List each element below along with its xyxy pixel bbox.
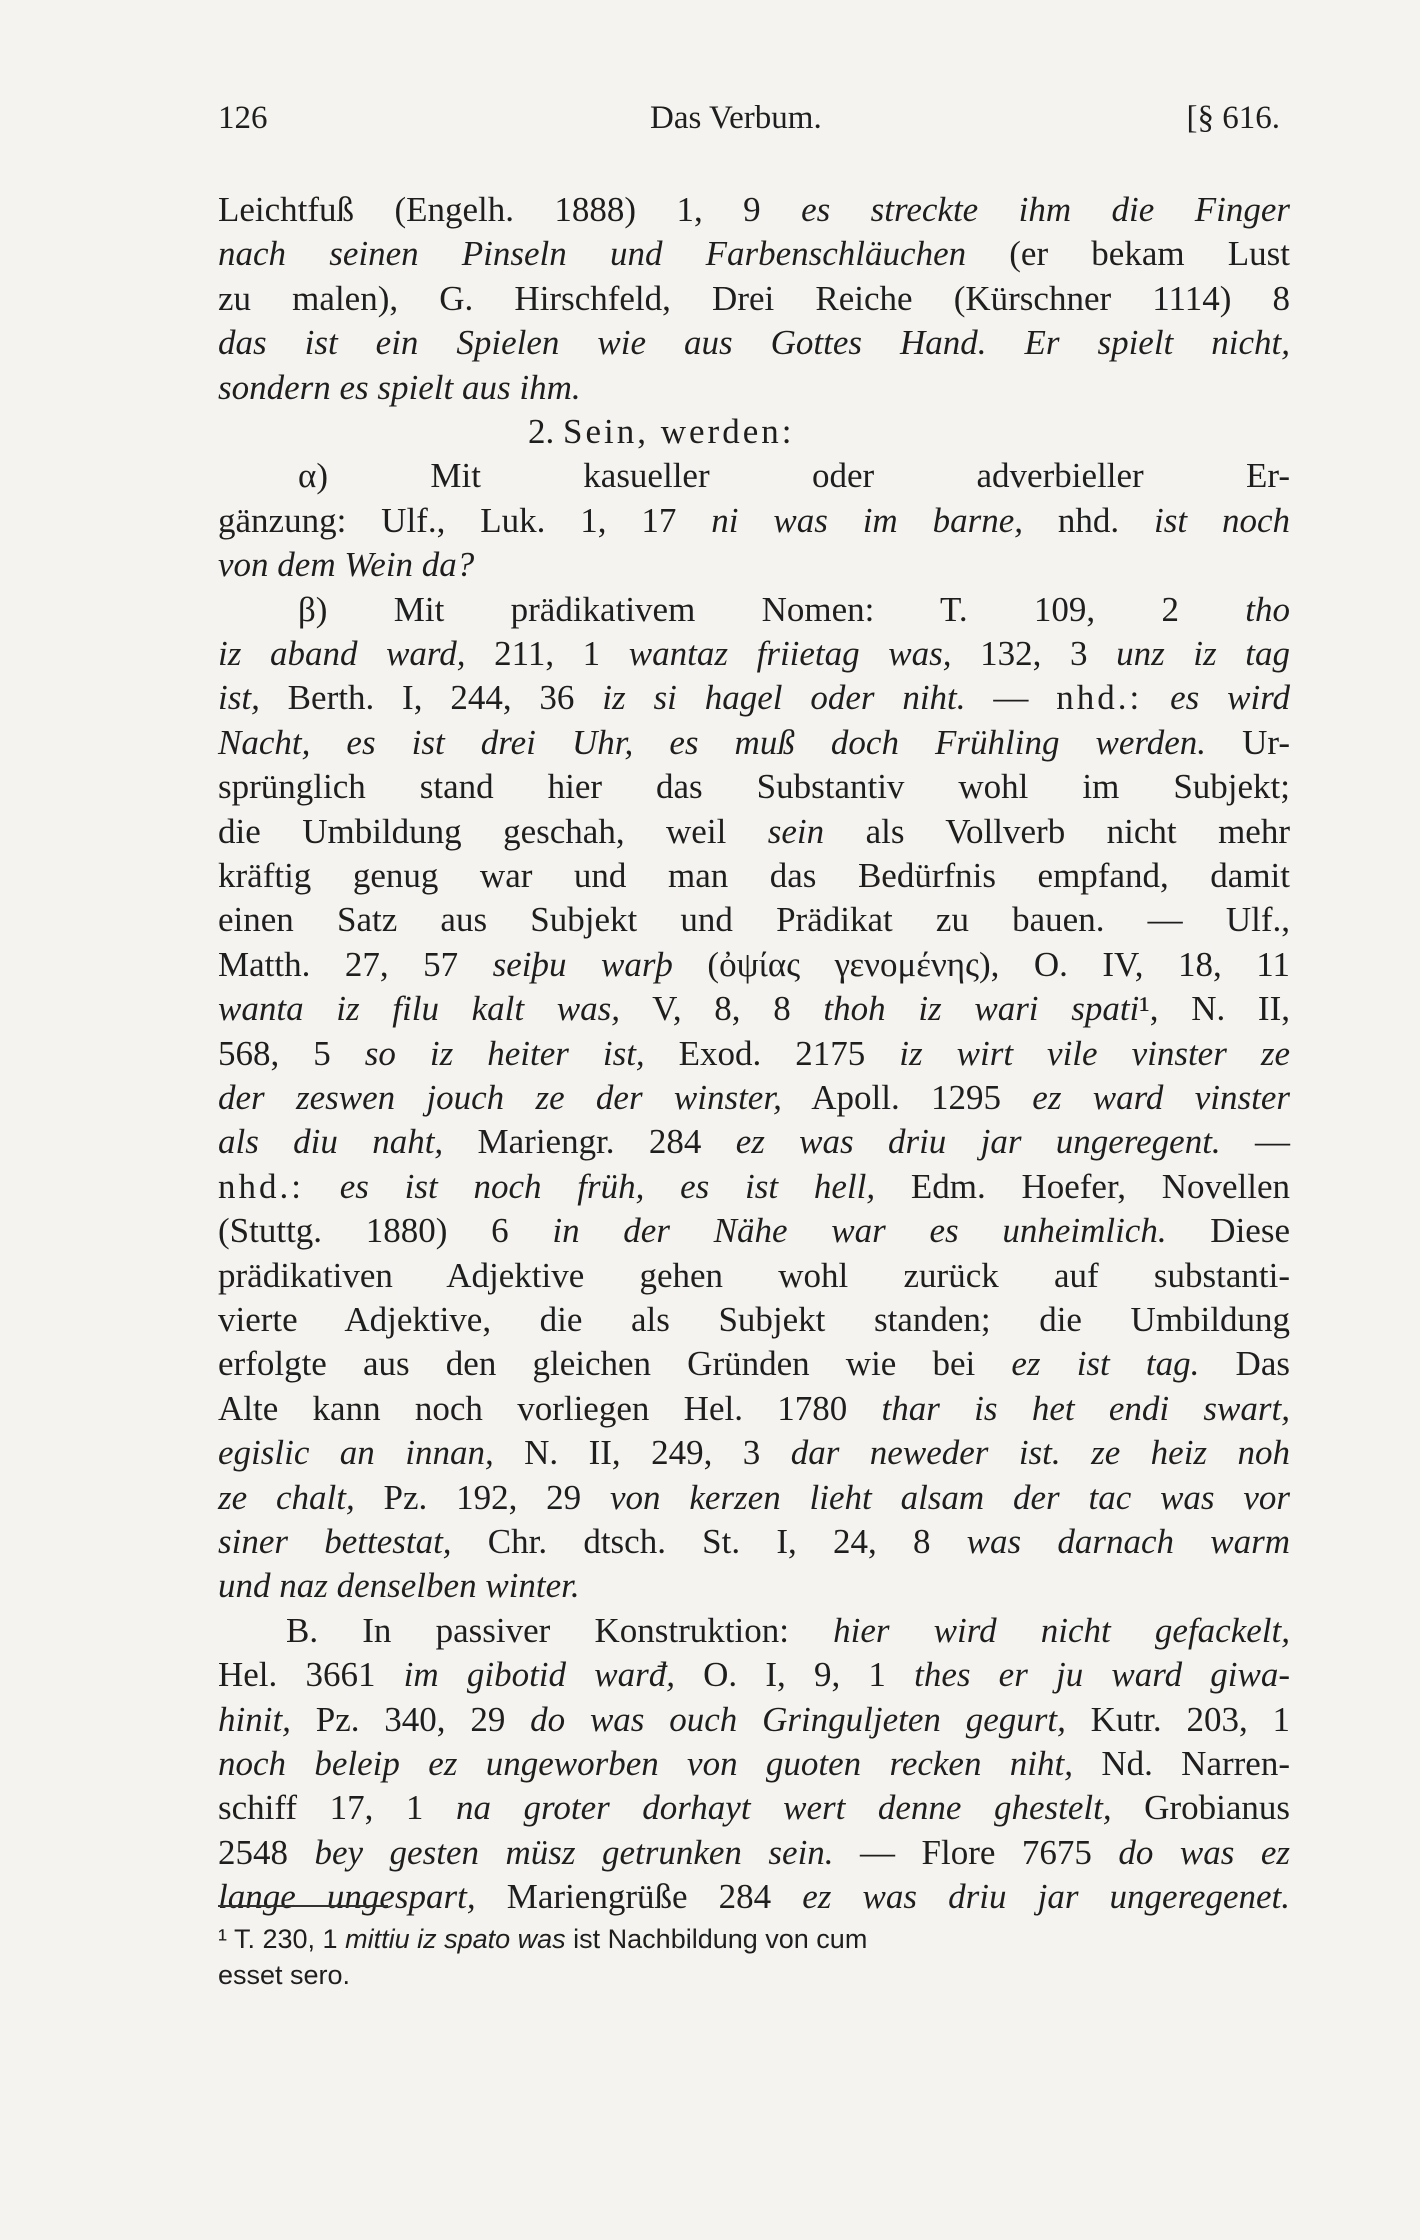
- text-run: 132, 3: [951, 634, 1117, 673]
- italic-text: thar is het endi swart,: [881, 1388, 1290, 1428]
- text-run: Apoll. 1295: [781, 1078, 1033, 1117]
- italic-text: im gibotid warđ,: [403, 1655, 675, 1695]
- italic-text: was darnach warm: [966, 1522, 1290, 1561]
- text-run: α) Mit kasueller oder adverbieller Er-: [298, 456, 1290, 496]
- text-run: gänzung: Ulf., Luk. 1, 17: [218, 500, 712, 540]
- text-run: Mariengr. 284: [443, 1122, 736, 1162]
- body_lines-line: [218, 987, 1290, 1031]
- italic-text: iz aband ward,: [218, 634, 466, 673]
- italic-text: ez ward vinster: [1032, 1078, 1290, 1117]
- text-run: Matth. 27, 57: [218, 944, 493, 984]
- text-run: Ur-: [1206, 722, 1290, 762]
- text-run: nhd.: [1023, 500, 1155, 540]
- text-run: kräftig genug war und man das Bedürfnis empfand, damit: [218, 856, 1290, 895]
- italic-text: Nacht, es ist drei Uhr, es muß doch Frühling werden.: [218, 722, 1207, 762]
- text-run: V, 8, 8: [620, 989, 824, 1029]
- body_lines-line: [218, 1120, 1290, 1164]
- text-run: [1142, 678, 1170, 717]
- body_lines-line: [218, 1254, 1290, 1298]
- text-run: —: [965, 678, 1057, 718]
- italic-text: na groter dorhayt wert denne ghestelt,: [455, 1788, 1112, 1828]
- italic-text: siner bettestat,: [218, 1522, 452, 1561]
- italic-text: ni was im barne,: [711, 500, 1023, 540]
- italic-text: sondern es spielt aus ihm.: [218, 367, 581, 407]
- body_lines-line: [218, 321, 1290, 365]
- text-run: nhd.:: [218, 1166, 304, 1206]
- body_lines-line: [218, 1387, 1290, 1431]
- text-run: —: [1220, 1122, 1291, 1162]
- text-run: ¹, N. II,: [1139, 989, 1290, 1029]
- text-run: B. In passiver Konstruktion:: [286, 1610, 834, 1650]
- italic-text: und naz denselben winter.: [218, 1566, 580, 1606]
- text-run: Exod. 2175: [644, 1033, 900, 1073]
- text-run: Diese: [1166, 1211, 1290, 1251]
- body_lines-line: [218, 898, 1290, 942]
- italic-text: ist,: [218, 678, 260, 718]
- italic-text: ez was driu jar ungeregent.: [735, 1122, 1221, 1162]
- body_lines-line: [218, 810, 1290, 854]
- italic-text: nach seinen Pinseln und Farbenschläuchen: [218, 234, 967, 274]
- body_lines-line: [218, 1564, 1290, 1608]
- text-run: Leichtfuß (Engelh. 1888) 1, 9: [218, 190, 802, 229]
- text-run: als Vollverb nicht mehr: [824, 811, 1290, 851]
- italic-text: in der Nähe war es unheimlich.: [552, 1211, 1167, 1251]
- body_lines-line: [218, 676, 1290, 720]
- text-run: Alte kann noch vorliegen Hel. 1780: [218, 1388, 882, 1428]
- text-run: N. II, 249, 3: [493, 1433, 791, 1473]
- body_lines-line: [218, 366, 1290, 410]
- italic-text: ez was driu jar ungeregenet.: [802, 1877, 1290, 1917]
- text-run: 2.: [528, 412, 563, 451]
- italic-text: seiþu warþ: [492, 944, 673, 984]
- text-run: [304, 1167, 340, 1206]
- italic-text: so iz heiter ist,: [364, 1033, 645, 1073]
- running-title: Das Verbum.: [650, 100, 822, 136]
- body_lines-line: [528, 410, 1290, 454]
- text-run: schiff 17, 1: [218, 1788, 456, 1828]
- text-run: (ὀψίας γενομένης), O. IV, 18, 11: [672, 944, 1290, 984]
- body_lines-line: [218, 499, 1290, 543]
- text-run: prädikativen Adjektive gehen wohl zurück auf substanti-: [218, 1255, 1290, 1295]
- running-header: [218, 100, 1280, 150]
- text-run: Berth. I, 244, 36: [259, 678, 603, 718]
- italic-text: wanta iz filu kalt was,: [218, 989, 621, 1029]
- text-run: Pz. 340, 29: [290, 1699, 531, 1739]
- body_lines-line: [218, 1698, 1290, 1742]
- body_lines-line: [218, 943, 1290, 987]
- body_lines-line: [286, 1609, 1290, 1653]
- text-run: Edm. Hoefer, Novellen: [875, 1166, 1291, 1206]
- body_lines-line: [218, 1520, 1290, 1564]
- body_lines-line: [218, 632, 1290, 676]
- italic-text: mittiu iz spato was: [345, 1924, 566, 1954]
- body_lines-line: [298, 454, 1290, 498]
- body_lines-line: [218, 1875, 1290, 1919]
- italic-text: tho: [1245, 589, 1290, 629]
- text-run: (Stuttg. 1880) 6: [218, 1211, 553, 1251]
- text-run: 2548: [218, 1832, 315, 1872]
- body_lines-line: [218, 1431, 1290, 1475]
- italic-text: das ist ein Spielen wie aus Gottes Hand. Er spielt nicht,: [218, 323, 1290, 363]
- body_lines-line: [218, 1476, 1290, 1520]
- text-run: sprünglich stand hier das Substantiv wohl im Subjekt;: [218, 767, 1290, 807]
- body_lines-line: [298, 588, 1290, 632]
- text-run: esset sero.: [218, 1960, 351, 1990]
- text-run: Das: [1199, 1344, 1290, 1384]
- italic-text: iz si hagel oder niht.: [602, 678, 966, 718]
- text-run: nhd.:: [1056, 678, 1143, 718]
- italic-text: do was ouch Gringuljeten gegurt,: [530, 1699, 1066, 1739]
- body_lines-line: [218, 1298, 1290, 1342]
- text-run: (er bekam Lust: [966, 234, 1290, 274]
- italic-text: ez ist tag.: [1011, 1344, 1200, 1384]
- italic-text: dar neweder ist. ze heiz noh: [790, 1433, 1290, 1473]
- body_lines-line: [218, 543, 1290, 587]
- italic-text: thoh iz wari spati: [823, 989, 1140, 1029]
- body_lines-line: [218, 1209, 1290, 1253]
- italic-text: egislic an innan,: [218, 1433, 494, 1473]
- text-run: — Flore 7675: [833, 1832, 1119, 1872]
- text-run: die Umbildung geschah, weil: [218, 811, 768, 851]
- italic-text: lange ungespart,: [218, 1877, 476, 1917]
- text-run: erfolgte aus den gleichen Gründen wie bei: [218, 1344, 1012, 1384]
- italic-text: unz iz tag: [1116, 634, 1290, 673]
- body_lines-line: [218, 1342, 1290, 1386]
- body_lines-line: [218, 1032, 1290, 1076]
- body_lines-line: [218, 1653, 1290, 1697]
- italic-text: es ist noch früh, es ist hell,: [339, 1166, 876, 1206]
- italic-text: von dem Wein da?: [218, 545, 475, 585]
- body_lines-line: [218, 854, 1290, 898]
- italic-text: hier wird nicht gefackelt,: [833, 1610, 1290, 1650]
- text-run: Pz. 192, 29: [354, 1477, 611, 1517]
- text-run: 211, 1: [465, 634, 629, 673]
- footnote_lines-line: [218, 1920, 1290, 1958]
- italic-text: wantaz friietag was,: [628, 634, 952, 673]
- text-run: zu malen), G. Hirschfeld, Drei Reiche (Kürschner 1114) 8: [218, 278, 1290, 318]
- body_lines-line: [218, 1831, 1290, 1875]
- text-run: Mariengrüße 284: [475, 1877, 803, 1917]
- body_lines-line: [218, 1742, 1290, 1786]
- text-run: Nd. Narren-: [1073, 1744, 1290, 1783]
- footnote_lines-line: [218, 1956, 1290, 1994]
- italic-text: als diu naht,: [218, 1122, 444, 1162]
- italic-text: sein: [767, 811, 825, 851]
- italic-text: es wird: [1170, 678, 1291, 718]
- text-run: ist Nachbildung von cum: [565, 1924, 868, 1954]
- body_lines-line: [218, 188, 1290, 232]
- italic-text: noch beleip ez ungeworben von guoten recken niht,: [218, 1744, 1073, 1783]
- text-run: Sein, werden:: [563, 412, 795, 451]
- body_lines-line: [218, 277, 1290, 321]
- text-run: Grobianus: [1111, 1788, 1290, 1828]
- text-run: ¹ T. 230, 1: [218, 1924, 346, 1954]
- page-number: 126: [218, 100, 268, 136]
- italic-text: von kerzen lieht alsam der tac was vor: [610, 1477, 1291, 1517]
- text-run: β) Mit prädikativem Nomen: T. 109, 2: [298, 589, 1246, 629]
- text-run: O. I, 9, 1: [674, 1655, 915, 1695]
- body_lines-line: [218, 765, 1290, 809]
- body_lines-line: [218, 232, 1290, 276]
- text-run: einen Satz aus Subjekt und Prädikat zu bauen. — Ulf.,: [218, 900, 1290, 940]
- text-run: Hel. 3661: [218, 1655, 404, 1695]
- italic-text: es streckte ihm die Finger: [801, 190, 1290, 229]
- italic-text: ist noch: [1154, 500, 1291, 540]
- body_lines-line: [218, 721, 1290, 765]
- text-run: Kutr. 203, 1: [1065, 1699, 1290, 1739]
- body_lines-line: [218, 1076, 1290, 1120]
- italic-text: bey gesten müsz getrunken sein.: [314, 1832, 834, 1872]
- body_lines-line: [218, 1786, 1290, 1830]
- section-number: [§ 616.: [1186, 100, 1280, 136]
- italic-text: iz wirt vile vinster ze: [899, 1033, 1290, 1073]
- italic-text: hinit,: [218, 1699, 291, 1739]
- italic-text: do was ez: [1118, 1832, 1290, 1872]
- body_lines-line: [218, 1165, 1290, 1209]
- italic-text: thes er ju ward giwa-: [914, 1655, 1291, 1695]
- footnote-rule: [218, 1905, 388, 1907]
- italic-text: ze chalt,: [218, 1477, 355, 1517]
- text-run: Chr. dtsch. St. I, 24, 8: [451, 1522, 967, 1561]
- text-run: 568, 5: [218, 1033, 365, 1073]
- italic-text: der zeswen jouch ze der winster,: [218, 1078, 782, 1117]
- text-run: vierte Adjektive, die als Subjekt standen; die Umbildung: [218, 1300, 1290, 1339]
